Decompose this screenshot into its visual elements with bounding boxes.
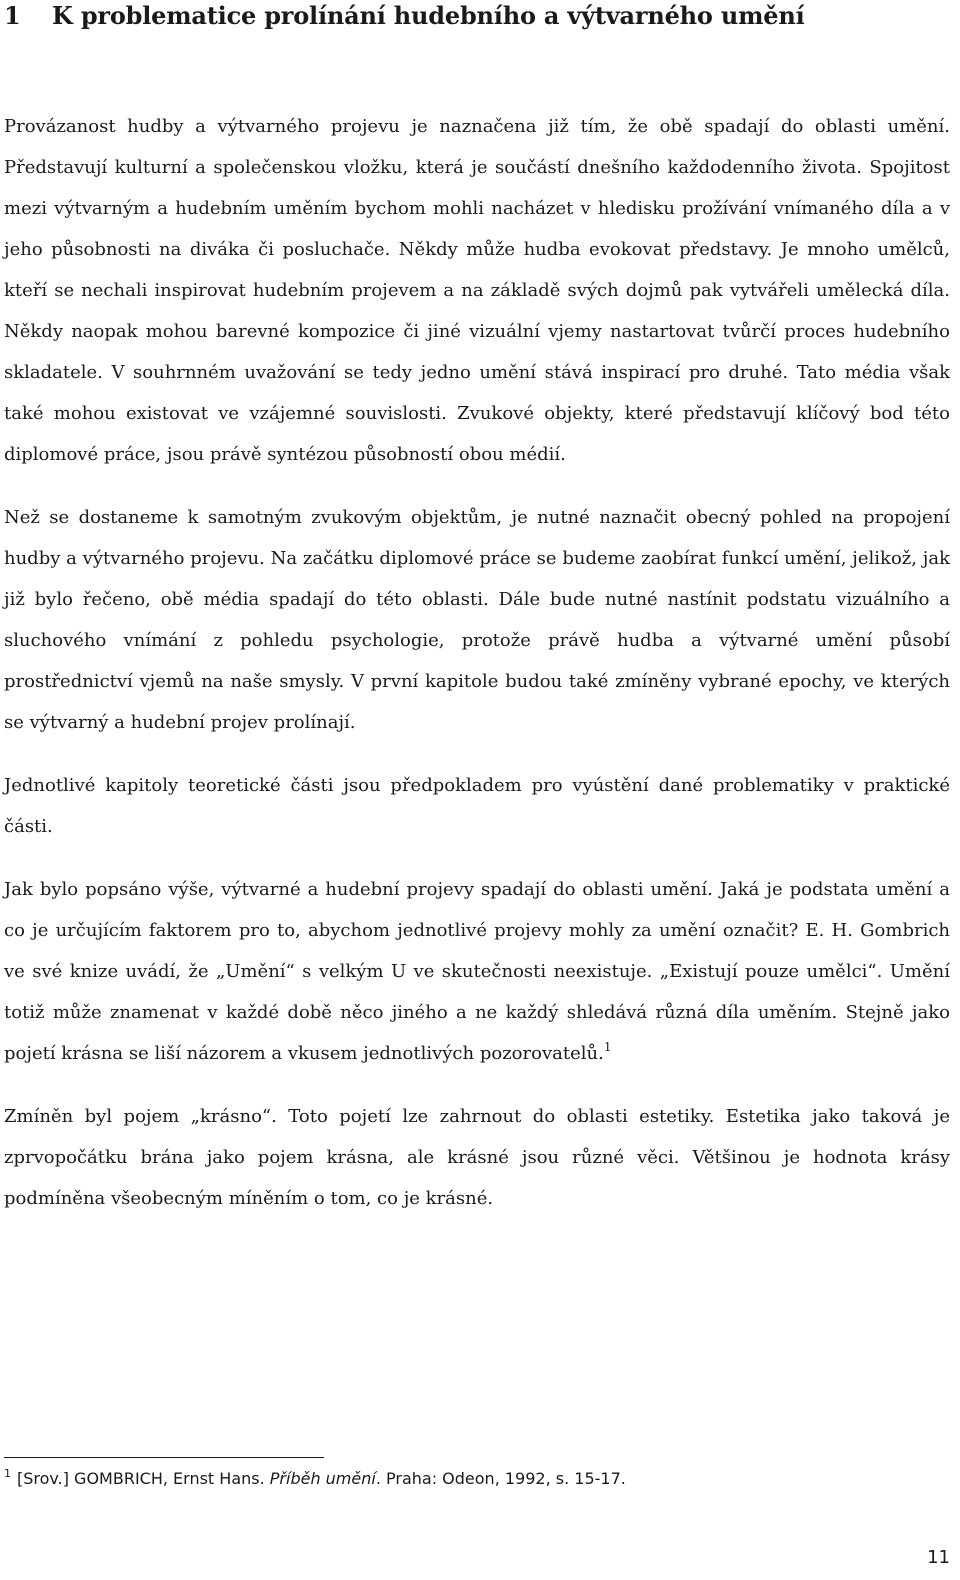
footnote-marker: 1 <box>4 1467 11 1480</box>
footnote-text-after: . Praha: Odeon, 1992, s. 15-17. <box>375 1469 626 1488</box>
paragraph-2: Než se dostaneme k samotným zvukovým objektům, je nutné naznačit obecný pohled na propojení hudby a výtvarného projevu. Na začátku diplomové práce se budeme zaobírat funkcí umění, jelikož, jak již bylo řečeno, obě média spadají do této oblasti. Dále bude nutné nastínit podstatu vizuálního a sluchového vnímání z pohledu psychologie, protože právě hudba a výtvarné umění působí prostřednictví vjemů na naše smysly. V první kapitole budou také zmíněny vybrané epochy, ve kterých se výtvarný a hudební projev prolínají. <box>4 507 950 733</box>
document-page <box>4 0 950 1580</box>
footnote-separator <box>4 1457 324 1458</box>
paragraph-1: Provázanost hudby a výtvarného projevu je naznačena již tím, že obě spadají do oblasti umění. Představují kulturní a společenskou vložku, která je součástí dnešního každodenního života. Spojitost mezi výtvarným a hudebním uměním bychom mohli nacházet v hledisku prožívání vnímaného díla a v jeho působnosti na diváka či posluchače. Někdy může hudba evokovat představy. Je mnoho umělců, kteří se nechali inspirovat hudebním projevem a na základě svých dojmů pak vytvářeli umělecká díla. Někdy naopak mohou barevné kompozice či jiné vizuální vjemy nastartovat tvůrčí proces hudebního skladatele. V souhrnném uvažování se tedy jedno umění stává inspirací pro druhé. Tato média však také mohou existovat ve vzájemné souvislosti. Zvukové objekty, které představují klíčový bod této diplomové práce, jsou právě syntézou působností obou médií. <box>4 116 950 465</box>
chapter-title: K problematice prolínání hudebního a výtvarného umění <box>52 1 805 30</box>
chapter-number: 1 <box>4 1 21 30</box>
body-text <box>4 106 950 1241</box>
footnote-text-before: [Srov.] GOMBRICH, Ernst Hans. <box>17 1469 270 1488</box>
footnote <box>4 1466 626 1492</box>
paragraph-4-text: Jak bylo popsáno výše, výtvarné a hudební projevy spadají do oblasti umění. Jaká je podstata umění a co je určujícím faktorem pro to, abychom jednotlivé projevy mohly za umění označit? E. H. Gombrich ve své knize uvádí, že „Umění“ s velkým U ve skutečnosti neexistuje. „Existují pouze umělci“. Umění totiž může znamenat v každé době něco jiného a ne každý shledává různá díla uměním. Stejně jako pojetí krásna se liší názorem a vkusem jednotlivých pozorovatelů. <box>4 879 950 1064</box>
page-number: 11 <box>927 1547 950 1568</box>
paragraph-5: Zmíněn byl pojem „krásno“. Toto pojetí lze zahrnout do oblasti estetiky. Estetika jako taková je zprvopočátku brána jako pojem krásna, ale krásné jsou různé věci. Většinou je hodnota krásy podmíněna všeobecným míněním o tom, co je krásné. <box>4 1106 950 1209</box>
chapter-heading <box>4 0 805 32</box>
paragraph-4 <box>4 869 950 1074</box>
paragraph-3: Jednotlivé kapitoly teoretické části jsou předpokladem pro vyústění dané problematiky v praktické části. <box>4 775 950 837</box>
footnote-book-title: Příběh umění <box>269 1469 376 1488</box>
footnote-reference[interactable]: 1 <box>603 1040 612 1054</box>
